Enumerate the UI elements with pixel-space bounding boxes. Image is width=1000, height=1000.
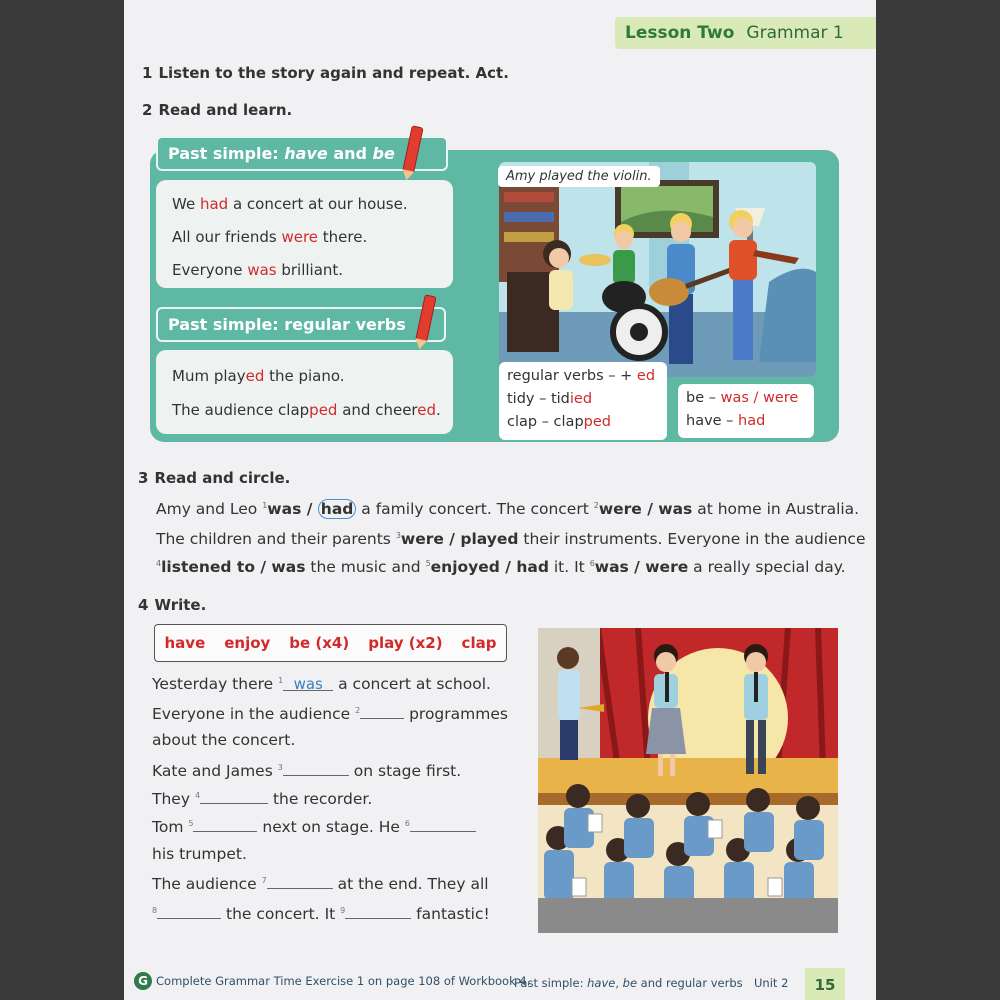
write-line: Everyone in the audience $^2$ programmes	[152, 705, 508, 723]
choice-option[interactable]: listened to / was	[161, 558, 306, 576]
answer-blank[interactable]	[283, 760, 349, 776]
page-footer	[124, 968, 876, 1000]
word-bank-item: have	[164, 634, 206, 652]
grammar-tab-have-be: Past simple: have and be	[156, 136, 448, 171]
footer-topic: Past simple: have, be and regular verbs	[514, 976, 743, 990]
textbook-page	[124, 0, 876, 1000]
example-line: All our friends were there.	[172, 228, 368, 246]
example-line: The audience clapped and cheered.	[172, 401, 441, 419]
answer-blank[interactable]	[200, 788, 268, 804]
write-line: Tom $^5$ next on stage. He $^6$	[152, 816, 476, 836]
example-line: Everyone was brilliant.	[172, 261, 344, 279]
exercise-2-title: 2 Read and learn.	[142, 101, 293, 119]
grammar-tab-regular-verbs: Past simple: regular verbs	[156, 307, 446, 342]
answer-blank[interactable]	[267, 873, 333, 889]
regular-verbs-examples	[156, 350, 453, 434]
write-line: The audience $^7$ at the end. They all	[152, 875, 489, 893]
choice-option[interactable]: was	[267, 500, 302, 518]
choice-option[interactable]: enjoyed / had	[430, 558, 549, 576]
section-label: Grammar 1	[746, 23, 844, 43]
rule-line: clap – clapped	[507, 414, 611, 430]
exercise-1-title: 1 Listen to the story again and repeat. Act.	[142, 64, 509, 82]
answer-blank[interactable]: was	[283, 675, 333, 691]
word-bank-item: enjoy	[224, 634, 271, 652]
word-bank-item: clap	[461, 634, 497, 652]
exercise-4-title: 4 Write.	[138, 596, 207, 614]
page-number: 15	[805, 968, 845, 1000]
answer-blank[interactable]	[157, 903, 221, 919]
school-concert-illustration	[538, 628, 838, 933]
answer-blank[interactable]	[345, 903, 411, 919]
word-bank-item: play (x2)	[368, 634, 443, 652]
rule-line: regular verbs – + ed	[507, 368, 656, 384]
answer-blank[interactable]	[360, 703, 404, 719]
example-line: Mum played the piano.	[172, 367, 345, 385]
have-be-examples	[156, 180, 453, 288]
write-line: about the concert.	[152, 731, 296, 749]
exercise-3-line: Amy and Leo $^1$was / had a family concert. The concert $^2$were / was at home in Australia.	[156, 500, 860, 518]
unit-label: Unit 2	[754, 976, 789, 990]
irregular-verb-rules	[678, 384, 814, 438]
band-illustration	[499, 162, 816, 377]
word-bank-item: be (x4)	[289, 634, 350, 652]
exercise-3-line: The children and their parents $^3$were / played their instruments. Everyone in the audience	[156, 530, 866, 548]
choice-option[interactable]: were / played	[400, 530, 519, 548]
exercise-3-line: $^4$listened to / was the music and $^5$enjoyed / had it. It $^6$was / were a really special day.	[156, 558, 846, 576]
write-line: $^8$ the concert. It $^9$ fantastic!	[152, 905, 490, 923]
lesson-label: Lesson Two	[625, 23, 735, 43]
answer-blank[interactable]	[410, 816, 476, 832]
write-line: his trumpet.	[152, 845, 247, 863]
rule-line: tidy – tidied	[507, 391, 593, 407]
example-line: We had a concert at our house.	[172, 195, 408, 213]
answer-blank[interactable]	[193, 816, 257, 832]
write-line: Kate and James $^3$ on stage first.	[152, 762, 462, 780]
rule-line: have – had	[686, 413, 766, 429]
choice-option[interactable]: were / was	[598, 500, 693, 518]
exercise-3-title: 3 Read and circle.	[138, 469, 291, 487]
lesson-header-tab	[615, 17, 876, 49]
regular-verb-rules	[499, 362, 667, 440]
word-bank	[154, 624, 507, 662]
grammar-time-icon: G	[134, 972, 152, 990]
choice-option[interactable]: was / were	[594, 558, 689, 576]
illustration-caption: Amy played the violin.	[498, 166, 660, 187]
circled-answer[interactable]: had	[318, 499, 357, 519]
workbook-reference: Complete Grammar Time Exercise 1 on page 108 of Workbook 4.	[156, 974, 531, 988]
write-line: Yesterday there $^1$ was a concert at school.	[152, 675, 491, 693]
write-line: They $^4$ the recorder.	[152, 790, 373, 808]
rule-line: be – was / were	[686, 390, 799, 406]
